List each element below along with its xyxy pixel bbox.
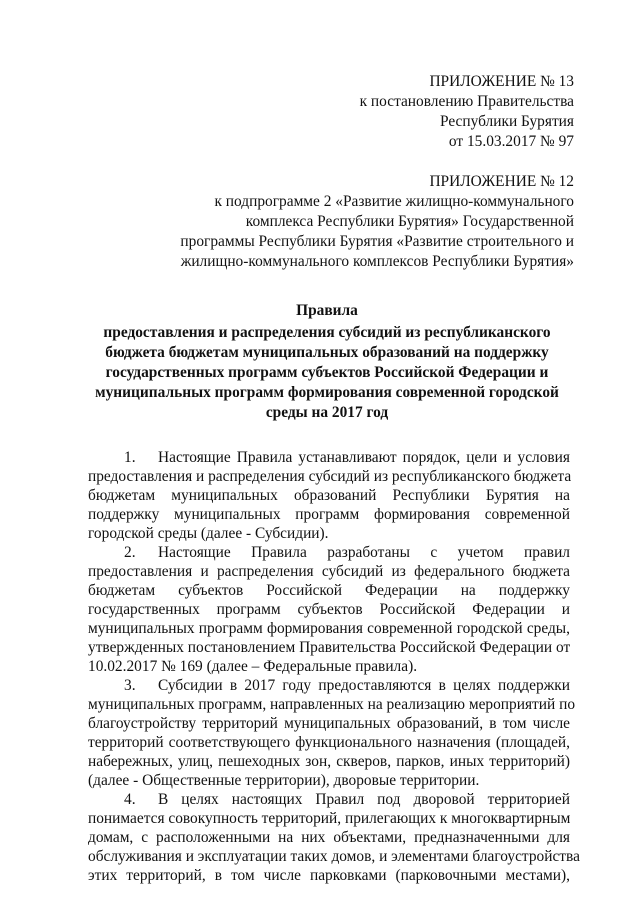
paragraph-line: 4. В целях настоящих Правил под дворовой территорией (124, 791, 570, 808)
paragraph-line: (далее - Общественные территории), дворовые территории. (88, 772, 480, 789)
document-body (88, 448, 580, 885)
appendix-12-title: ПРИЛОЖЕНИЕ № 12 (429, 173, 574, 190)
title-line: предоставления и распределения субсидий из республиканского (103, 324, 551, 341)
title-line: государственных программ субъектов Российской Федерации и (105, 364, 549, 381)
paragraph-2 (88, 543, 570, 676)
paragraph-number: 2. (124, 544, 136, 561)
paragraph-line: территорий соответствующего функционального назначения (площадей, (88, 734, 570, 751)
appendix-13-line: к постановлению Правительства (359, 93, 574, 110)
paragraph-line: бюджетам муниципальных образований Республики Бурятия на (88, 487, 570, 504)
paragraph-line: поддержку муниципальных программ формирования современной (88, 506, 570, 523)
paragraph-line: городской среды (далее - Субсидии). (88, 525, 329, 542)
paragraph-number: 1. (124, 449, 136, 466)
appendix-13-line: Республики Бурятия (439, 113, 574, 130)
appendix-12-line: к подпрограмме 2 «Развитие жилищно-коммунального (214, 193, 574, 210)
paragraph-line: обслуживания и эксплуатации таких домов, и элементами благоустройства (88, 848, 580, 865)
paragraph-line: государственных программ субъектов Российской Федерации и (88, 601, 570, 618)
appendix-13-date: от 15.03.2017 № 97 (448, 133, 574, 150)
paragraph-line: бюджетам субъектов Российской Федерации на поддержку (88, 582, 570, 599)
paragraph-line: 3. Субсидии в 2017 году предоставляются в целях поддержки (124, 677, 570, 694)
title-line: муниципальных программ формирования современной городской (95, 384, 559, 401)
paragraph-line: домам, с расположенными на них объектами, предназначенными для (88, 829, 570, 846)
appendix-12-line: комплекса Республики Бурятия» Государственной (245, 213, 574, 230)
paragraph-line: муниципальных программ формирования современной городской среды, (88, 620, 570, 637)
paragraph-3 (88, 676, 576, 790)
paragraph-line: предоставления и распределения субсидий из республиканского бюджета (88, 468, 572, 485)
document-title (88, 301, 566, 423)
paragraph-line: предоставления и распределения субсидий из федерального бюджета (88, 563, 570, 580)
paragraph-number: 4. (124, 791, 136, 808)
paragraph-line: этих территорий, в том числе парковками (парковочными местами), (88, 867, 570, 884)
paragraph-line: понимается совокупность территорий, прилегающих к многоквартирным (88, 810, 571, 827)
paragraph-line: утвержденных постановлением Правительства Российской Федерации от (88, 639, 571, 656)
appendix-13-block (360, 72, 574, 152)
title-heading: Правила (296, 302, 358, 319)
paragraph-line: муниципальных программ, направленных на реализацию мероприятий по (88, 696, 576, 713)
paragraph-line: набережных, улиц, пешеходных зон, скверов, парков, иных территорий) (88, 753, 570, 770)
paragraph-line: 1. Настоящие Правила устанавливают порядок, цели и условия (124, 449, 570, 466)
paragraph-1 (88, 448, 570, 543)
paragraph-line: 2. Настоящие Правила разработаны с учетом правил (124, 544, 570, 561)
appendix-12-block (180, 172, 574, 272)
appendix-13-title: ПРИЛОЖЕНИЕ № 13 (429, 73, 574, 90)
appendix-12-line: жилищно-коммунального комплексов Республики Бурятия» (180, 253, 574, 270)
paragraph-line: благоустройству территорий муниципальных образований, в том числе (88, 715, 570, 732)
paragraph-4 (88, 790, 580, 885)
title-line: среды на 2017 год (265, 404, 389, 421)
paragraph-line: 10.02.2017 № 169 (далее – Федеральные правила). (88, 658, 418, 675)
paragraph-number: 3. (124, 677, 136, 694)
appendix-12-line: программы Республики Бурятия «Развитие строительного и (180, 233, 574, 250)
title-line: бюджета бюджетам муниципальных образований на поддержку (105, 344, 549, 361)
